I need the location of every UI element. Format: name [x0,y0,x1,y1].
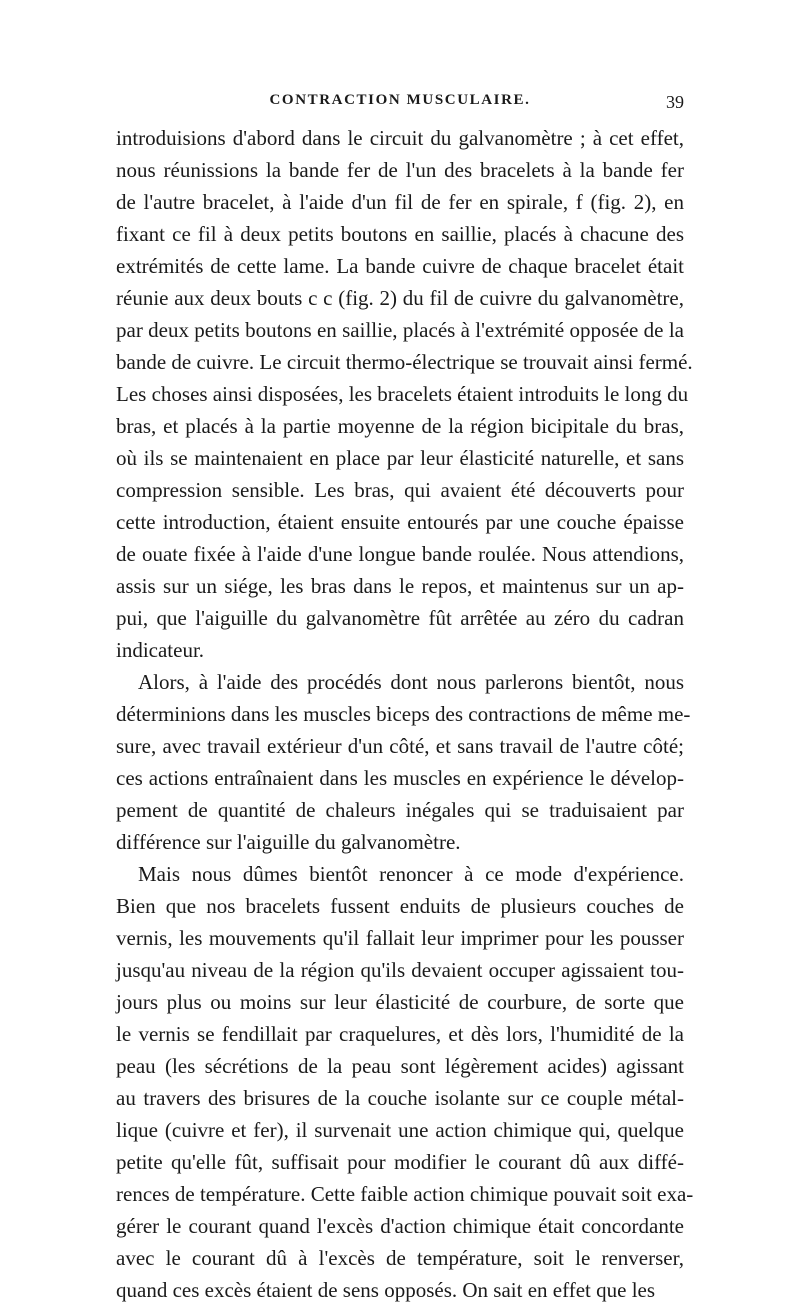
text-line: lique (cuivre et fer), il survenait une action chimique qui, quelque [116,1118,684,1142]
text-line: où ils se maintenaient en place par leur élasticité naturelle, et sans [116,446,684,470]
text-line: de ouate fixée à l'aide d'une longue bande roulée. Nous attendions, [116,542,684,566]
running-header [116,92,684,116]
paragraph [116,666,691,858]
text-line: au travers des brisures de la couche isolante sur ce couple métal- [116,1086,684,1110]
text-line: avec le courant dû à l'excès de température, soit le renverser, [116,1246,684,1270]
text-line: bras, et placés à la partie moyenne de la région bicipitale du bras, [116,414,684,438]
paragraph [116,858,694,1306]
text-line: jours plus ou moins sur leur élasticité de courbure, de sorte que [116,990,684,1014]
text-line: nous réunissions la bande fer de l'un des bracelets à la bande fer [116,158,684,182]
text-line: sure, avec travail extérieur d'un côté, et sans travail de l'autre côté; [116,734,684,758]
text-line: ces actions entraînaient dans les muscles en expérience le dévelop- [116,766,684,790]
text-line: petite qu'elle fût, suffisait pour modifier le courant dû aux diffé- [116,1150,684,1174]
text-line: pui, que l'aiguille du galvanomètre fût arrêtée au zéro du cadran [116,606,684,630]
text-line: par deux petits boutons en saillie, placés à l'extrémité opposée de la [116,318,684,342]
text-line: différence sur l'aiguille du galvanomètre. [116,830,461,854]
body-text [116,122,694,1306]
text-line: fixant ce fil à deux petits boutons en saillie, placés à chacune des [116,222,684,246]
text-line: bande de cuivre. Le circuit thermo-électrique se trouvait ainsi fermé. [116,350,693,374]
text-line: réunie aux deux bouts c c (fig. 2) du fil de cuivre du galvanomètre, [116,286,684,310]
text-line: cette introduction, étaient ensuite entourés par une couche épaisse [116,510,684,534]
book-page [116,92,694,1306]
text-line: compression sensible. Les bras, qui avaient été découverts pour [116,478,684,502]
text-line: introduisions d'abord dans le circuit du galvanomètre ; à cet effet, [116,126,684,150]
text-line: vernis, les mouvements qu'il fallait leur imprimer pour les pousser [116,926,684,950]
text-line: Alors, à l'aide des procédés dont nous parlerons bientôt, nous [138,670,684,694]
text-line: déterminions dans les muscles biceps des contractions de même me- [116,702,691,726]
page-number: 39 [666,92,684,112]
text-line: jusqu'au niveau de la région qu'ils devaient occuper agissaient tou- [116,958,684,982]
text-line: de l'autre bracelet, à l'aide d'un fil de fer en spirale, f (fig. 2), en [116,190,684,214]
text-line: Mais nous dûmes bientôt renoncer à ce mode d'expérience. [138,862,684,886]
paragraph [116,122,693,666]
text-line: gérer le courant quand l'excès d'action chimique était concordante [116,1214,684,1238]
text-line: rences de température. Cette faible action chimique pouvait soit exa- [116,1182,694,1206]
text-line: assis sur un siége, les bras dans le repos, et maintenus sur un ap- [116,574,684,598]
text-line: indicateur. [116,638,205,662]
text-line: Bien que nos bracelets fussent enduits de plusieurs couches de [116,894,684,918]
text-line: extrémités de cette lame. La bande cuivre de chaque bracelet était [116,254,684,278]
text-line: Les choses ainsi disposées, les bracelets étaient introduits le long du [116,382,689,406]
running-title: CONTRACTION MUSCULAIRE. [269,92,531,108]
text-line: quand ces excès étaient de sens opposés. On sait en effet que les [116,1278,656,1302]
text-line: pement de quantité de chaleurs inégales qui se traduisaient par [116,798,684,822]
text-line: le vernis se fendillait par craquelures, et dès lors, l'humidité de la [116,1022,684,1046]
text-line: peau (les sécrétions de la peau sont légèrement acides) agissant [116,1054,684,1078]
